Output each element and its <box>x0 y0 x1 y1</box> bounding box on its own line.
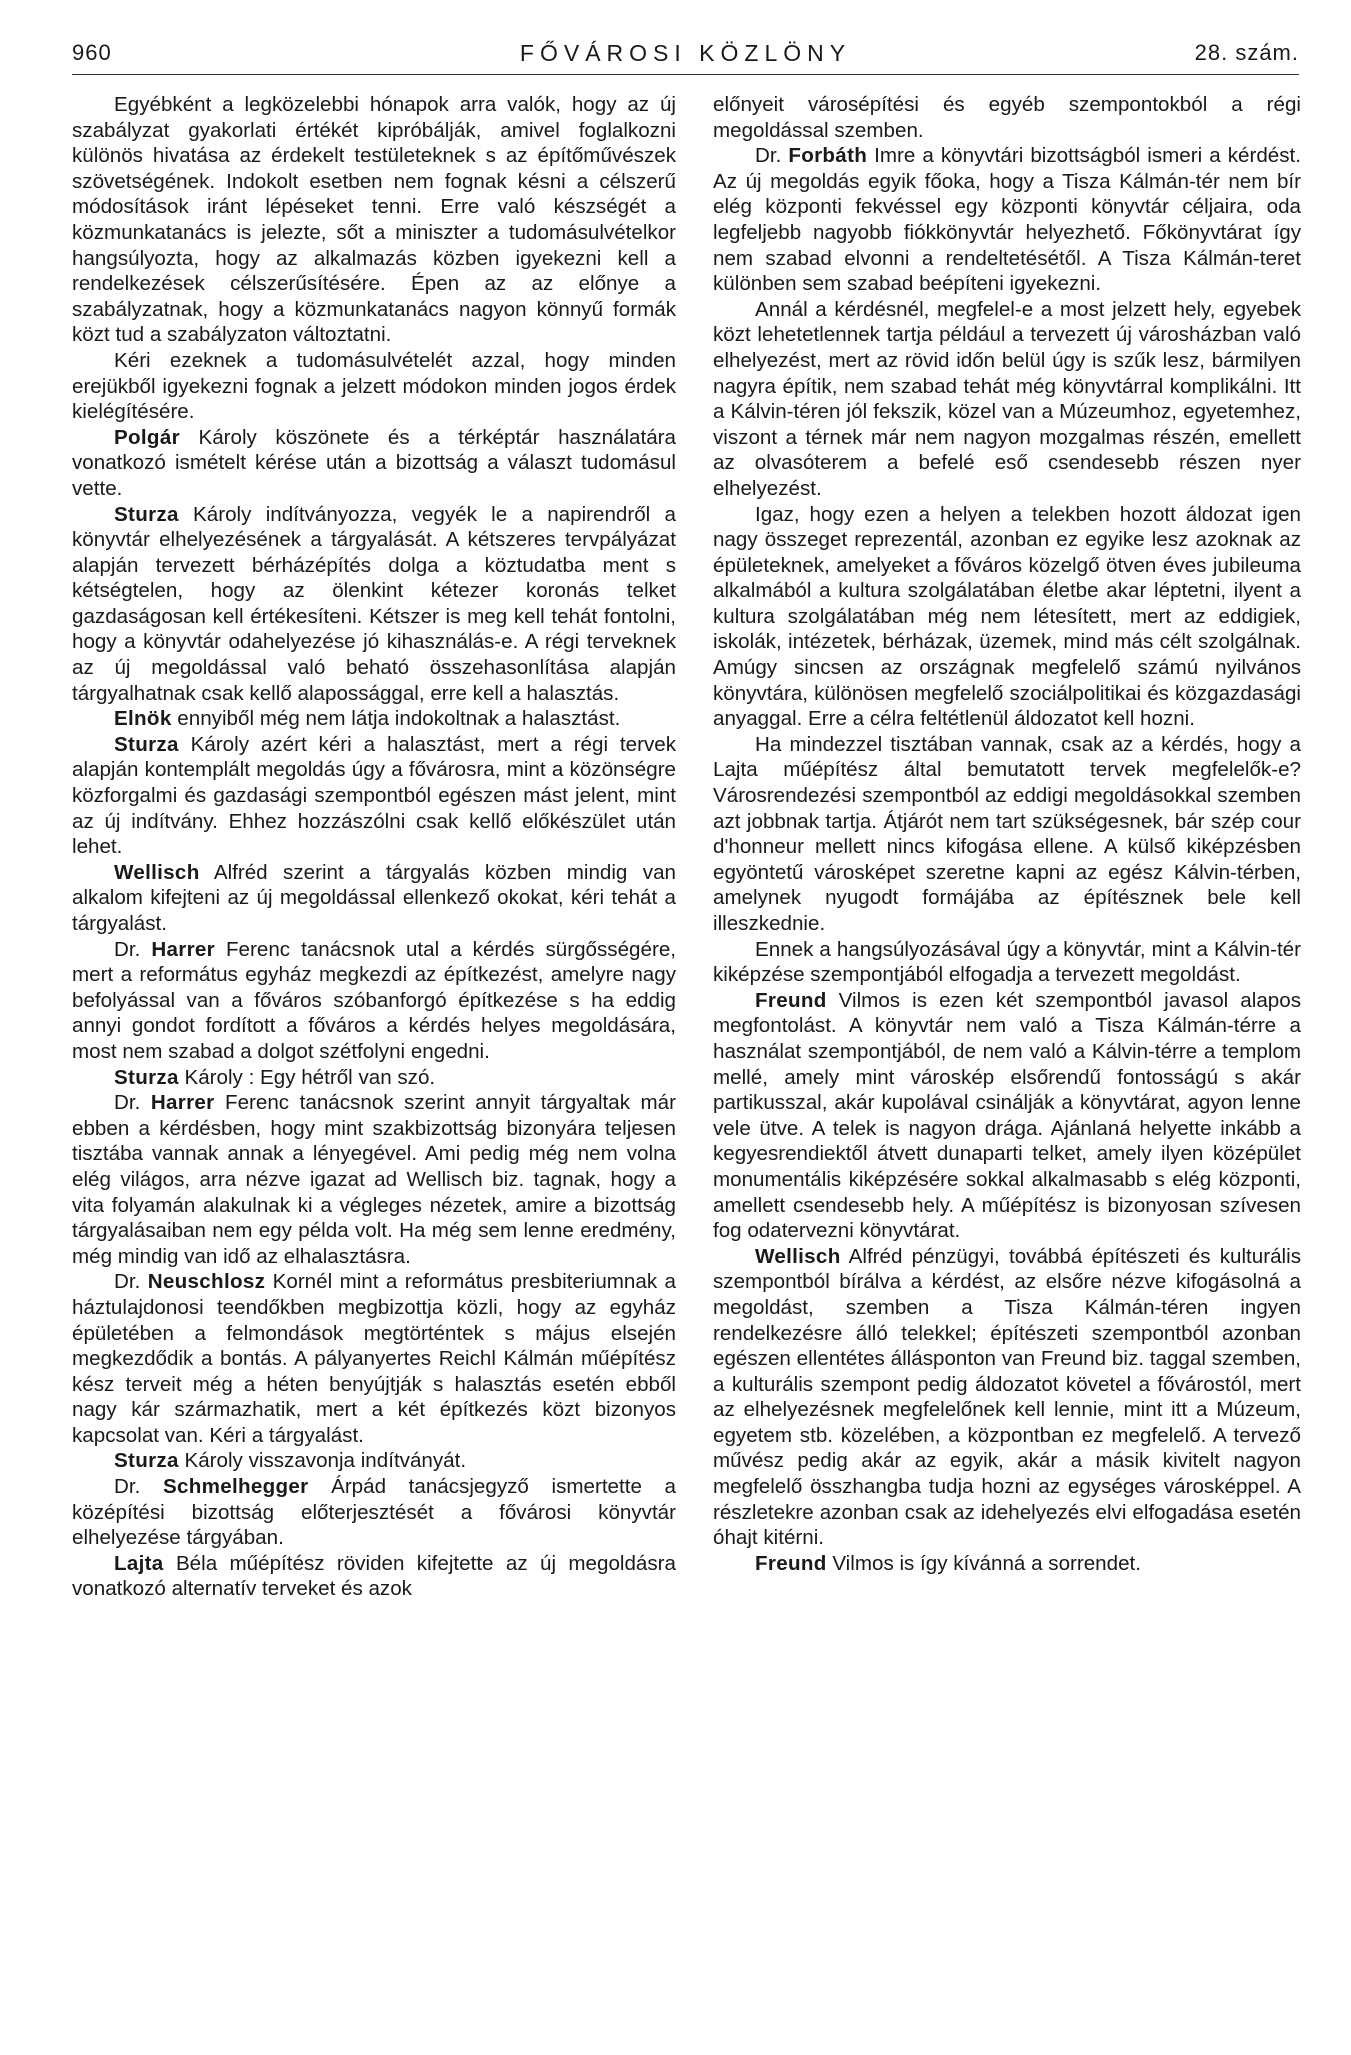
paragraph <box>72 706 676 732</box>
paragraph-text: Ha mindezzel tisztában vannak, csak az a kérdés, hogy a Lajta műépítész által bemutatott tervek megfelelők-e? Városrendezési szempontból az eddigi megoldásokkal szemben azt jobbnak tartja. Átjárót nem tart szükségesnek, bár szép cour d'honneur mellett nincs kifogása ellene. A külső kiképzésben egyöntetű városképet szeretne kapni az egész Kálvin-térben, amelynek nyugodt formájába az építésznek bele kell illeszkednie. <box>713 732 1301 935</box>
paragraph-text: előnyeit városépítési és egyéb szempontokból a régi megoldással szemben. <box>713 93 1301 142</box>
paragraph <box>72 1474 676 1551</box>
paragraph <box>713 297 1301 502</box>
paragraph-text: Béla műépítész röviden kifejtette az új megoldásra vonatkozó alternatív terveket és azok <box>72 1551 676 1601</box>
speaker-name: Sturza <box>114 732 179 756</box>
speaker-name: Sturza <box>114 1065 179 1089</box>
paragraph <box>713 1244 1301 1551</box>
title-prefix: Dr. <box>114 1091 151 1115</box>
paragraph <box>713 143 1301 297</box>
title-prefix: Dr. <box>755 144 789 168</box>
speaker-name: Harrer <box>150 1091 215 1115</box>
speaker-name: Freund <box>755 1551 827 1575</box>
page-header <box>72 34 1299 75</box>
speaker-name: Schmelhegger <box>162 1475 309 1499</box>
paragraph-text: Annál a kérdésnél, megfelel-e a most jelzett hely, egyebek közt lehetetlennek tartja például a tervezett új városházban való elhelyezést, mert az rövid időn belül úgy is szűk lesz, bármilyen nagyra építik, nem szabad tehát még könyvtárral komplikálni. Itt a Kálvin-téren jól fekszik, közel van a Múzeumhoz, egyetemhez, viszont a térnek már nem nagyon mozgalmas részén, emellett az olvasóterem a befelé eső csendesebb részen nyer elhelyezést. <box>713 297 1301 500</box>
paragraph-text: Imre a könyvtári bizottságból ismeri a kérdést. Az új megoldás egyik főoka, hogy a Tisza Kálmán-tér nem bír elég központi fekvéssel egy központi könyvtár céljaira, oda legfeljebb nagyobb fiókkönyvtár helyezhető. Főkönyvtárat így nem szabad elvonni a rendeltetésétől. A Tisza Kálmán-teret különben sem szabad beépíteni igyekezni. <box>713 144 1301 296</box>
paragraph-text: Alfréd szerint a tárgyalás közben mindig van alkalom kifejteni az új megoldással ellenkező okokat, kéri tehát a tárgyalást. <box>72 860 676 935</box>
paragraph-text: Károly azért kéri a halasztást, mert a régi tervek alapján kontemplált megoldás úgy a fővárosra, mint a közönségre közforgalmi és gazdasági szempontból egészen mást jelent, mint az új indítvány. Ehhez hozzászólni csak kellő előkészület után lehet. <box>72 732 676 859</box>
paragraph <box>72 860 676 937</box>
speaker-name: Lajta <box>114 1551 164 1575</box>
paragraph-text: Ferenc tanácsnok utal a kérdés sürgősségére, mert a református egyház megkezdi az építkezést, amelyre nagy befolyással van a főváros szóbanforgó építkezése s ha eddig annyi gondot fordított a főváros a kérdés helyes megoldására, most nem szabad a dolgot szétfolyni engedni. <box>72 937 676 1063</box>
paragraph <box>72 1065 676 1091</box>
speaker-name: Neuschlosz <box>147 1270 266 1294</box>
speaker-name: Wellisch <box>114 860 200 884</box>
speaker-name: Harrer <box>151 937 215 961</box>
paragraph-text: Ennek a hangsúlyozásával úgy a könyvtár, mint a Kálvin-tér kiképzése szempontjából elfogadja a tervezett megoldást. <box>713 937 1301 987</box>
paragraph <box>713 502 1301 732</box>
paragraph-text: Igaz, hogy ezen a helyen a telekben hozott áldozat igen nagy összeget reprezentál, azonban ez egyike lesz azoknak az épületeknek, amelyeket a főváros közelgő ötven éves jubileuma alkalmából a kultura szolgálatában életbe akar léptetni, ilyent a kultura szolgálatában még nem létesített, mert az eddigiek, iskolák, intézetek, bérházak, üzemek, mind más célt szolgálnak. Amúgy sincsen az országnak megfelelő számú nyilvános könyvtára, különösen megfelelő szociálpolitikai és közgazdasági anyaggal. Erre a célra feltétlenül áldozatot kell hozni. <box>713 502 1301 731</box>
paragraph <box>72 1448 676 1474</box>
journal-title: FŐVÁROSI KÖZLÖNY <box>519 40 852 66</box>
title-prefix: Dr. <box>114 1475 163 1499</box>
speaker-name: Sturza <box>114 502 179 526</box>
speaker-name: Wellisch <box>755 1244 841 1268</box>
paragraph <box>72 348 676 425</box>
page-number: 960 <box>72 40 112 65</box>
paragraph <box>72 1269 676 1448</box>
speaker-name: Freund <box>755 988 827 1012</box>
paragraph-text: Kornél mint a református presbiteriumnak a háztulajdonosi teendőkben megbizottja közli, hogy az egyház épületében a felmondások megtörténtek s május elsején megkezdődik a bontás. A pályanyertes Reichl Kálmán műépítész kész terveit még a héten benyújtják s halasztás esetén ebből nagy kár származhatik, mert a két építkezés közt bizonyos kapcsolat van. Kéri a tárgyalást. <box>72 1270 676 1447</box>
paragraph-text: Károly köszönete és a térképtár használatára vonatkozó ismételt kérése után a bizottság a választ tudomásul vette. <box>72 425 676 500</box>
speaker-name: Forbáth <box>788 144 868 168</box>
paragraph-text: Egyébként a legközelebbi hónapok arra valók, hogy az új szabályzat gyakorlati értékét kipróbálják, amivel foglalkozni különös hivatása az érdekelt testületeknek s az építőművészek szövetségének. Indokolt esetben nem fognak késni a célszerű módosítások iránt lépéseket tenni. Erre való készségét a közmunkatanács is jelezte, sőt a miniszter a tudomásulvételkor hangsúlyozta, hogy az alkalmazás közben igyekezni kell a rendelkezések célszerűsítésére. Épen az az előnye a szabályzatnak, hogy a közmunkatanács nagyon könnyű formák közt tud a szabályzaton változtatni. <box>72 93 676 347</box>
left-column <box>72 92 676 1602</box>
paragraph-text: Vilmos is így kívánná a sorrendet. <box>826 1551 1141 1575</box>
paragraph-text: Alfréd pénzügyi, továbbá építészeti és kulturális szempontból bírálva a kérdést, az elsőre nézve kifogásolná a megoldást, szemben a Tisza Kálmán-téren ingyen rendelkezésre álló telekkel; építészeti szempontból azonban egészen ellentétes állásponton van Freund biz. taggal szemben, a kulturális szempont pedig áldozatot követel a fővárostól, mert az elhelyezésnek megfelelőnek kell lennie, mint itt a Múzeum, egyetem stb. közelében, a központban ez megfelelő. A tervező művész pedig akár az egyik, akár a másik kivitelt nagyon megfelelő összhangba tudja hozni az egységes városképpel. A részletekre azonban csak az idehelyezés elvi elfogadása esetén óhajt kitérni. <box>713 1244 1301 1550</box>
paragraph <box>72 502 676 707</box>
issue-number: 28. szám. <box>1194 40 1299 65</box>
paragraph <box>72 425 676 502</box>
paragraph-text: Árpád tanácsjegyző ismertette a középítési bizottság előterjesztését a fővárosi könyvtár elhelyezése tárgyában. <box>72 1475 676 1550</box>
title-prefix: Dr. <box>114 1270 148 1294</box>
paragraph-text: ennyiből még nem látja indokoltnak a halasztást. <box>171 707 621 731</box>
speaker-name: Polgár <box>114 425 180 449</box>
right-column <box>713 92 1301 1576</box>
paragraph <box>72 937 676 1065</box>
paragraph <box>713 92 1301 143</box>
paragraph-text: Ferenc tanácsnok szerint annyit tárgyaltak már ebben a kérdésben, hogy mint szakbizottság bizonyára teljesen tisztába vannak annak a lényegével. Ami pedig még nem volna elég világos, arra nézve igazat ad Wellisch biz. tagnak, hogy a vita folyamán alakulnak ki a végleges nézetek, amire a bizottság tárgyalásaiban nem egy példa volt. Ha még sem lenne eredmény, még mindig van idő az elhalasztásra. <box>72 1091 676 1268</box>
paragraph <box>713 937 1301 988</box>
paragraph <box>713 732 1301 937</box>
paragraph <box>72 92 676 348</box>
paragraph <box>72 1090 676 1269</box>
paragraph <box>713 988 1301 1244</box>
paragraph-text: Károly : Egy hétről van szó. <box>178 1065 436 1089</box>
speaker-name: Sturza <box>114 1449 179 1473</box>
paragraph-text: Kéri ezeknek a tudomásulvételét azzal, hogy minden erejükből igyekezni fognak a jelzett módokon minden jogos érdek kielégítésére. <box>72 348 676 424</box>
speaker-name: Elnök <box>114 707 172 731</box>
paragraph-text: Károly indítványozza, vegyék le a napirendről a könyvtár elhelyezésének a tárgyalását. A kétszeres tervpályázat alapján tervezett bérházépítés dolga a köztudatba ment s kétségtelen, hogy az ölenkint kétezer koronás telket gazdaságosan kell értékesíteni. Kétszer is meg kell tehát fontolni, hogy a könyvtár odahelyezése jó kihasználás-e. A régi terveknek az új megoldással való beható összehasonlítása alapján tárgyalhatnak csak kellő alapossággal, erre kell a halasztás. <box>72 502 676 705</box>
paragraph-text: Károly visszavonja indítványát. <box>178 1449 467 1473</box>
paragraph-text: Vilmos is ezen két szempontból javasol alapos megfontolást. A könyvtár nem való a Tisza Kálmán-térre a használat szempontjából, de nem való a Kálvin-térre a templom mellé, amely mint városkép elsőrendű fontosságú s akár partikusszal, akár kupolával csinálják a könyvtárat, agyon lenne vele ütve. A telek is nagyon drága. Ajánlaná helyette inkább a kegyesrendiektől átvett dunaparti telket, amely ilyen középület monumentális kiképzésére sokkal alkalmasabb s elég központi, amellett csendesebb hely. A műépítész is bizonyosan szívesen fog odatervezni könyvtárat. <box>713 988 1301 1243</box>
paragraph <box>713 1551 1301 1577</box>
paragraph <box>72 1551 676 1602</box>
paragraph <box>72 732 676 860</box>
title-prefix: Dr. <box>114 937 152 961</box>
